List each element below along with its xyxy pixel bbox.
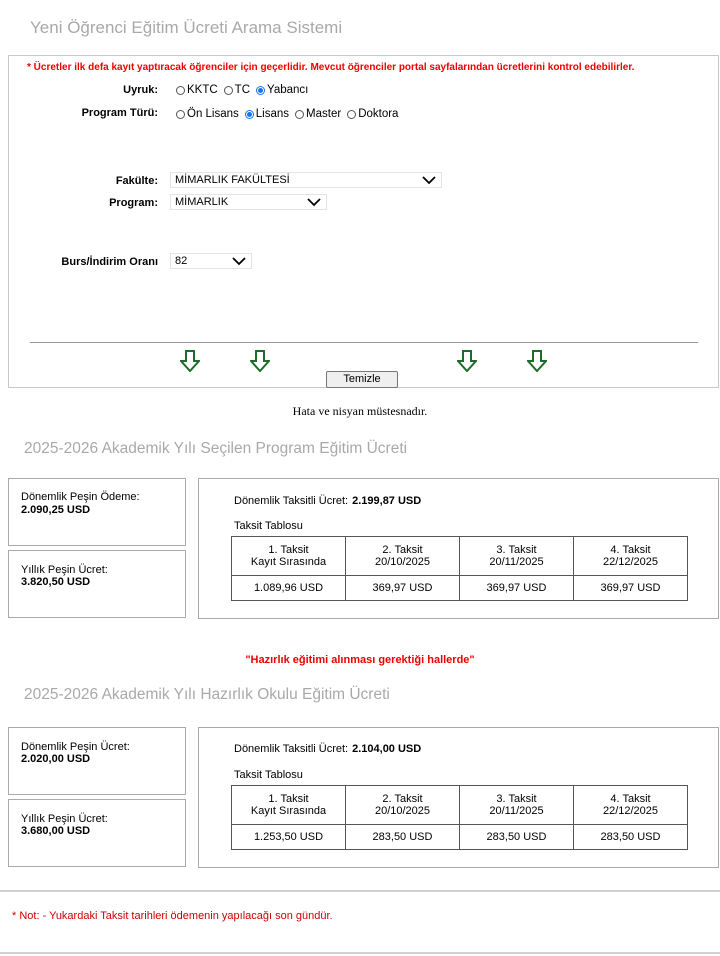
- prep-semester-cash-label: Dönemlik Peşin Ücret:: [21, 741, 130, 753]
- footer-note: * Not: - Yukardaki Taksit tarihleri ödemenin yapılacağı son gündür.: [12, 910, 333, 922]
- table-cell: 369,97 USD: [574, 576, 688, 601]
- installment-value: 2.199,87 USD: [352, 495, 422, 507]
- prep-semester-cash-value: 2.020,00 USD: [21, 753, 91, 765]
- scholarship-select[interactable]: [170, 253, 252, 269]
- table-cell: 369,97 USD: [460, 576, 574, 601]
- prep-annual-cash-value: 3.680,00 USD: [21, 825, 91, 837]
- radio-button[interactable]: [347, 110, 356, 119]
- prep-installment-table-title: Taksit Tablosu: [234, 769, 303, 781]
- faculty-select-value: MİMARLIK FAKÜLTESİ: [175, 174, 290, 186]
- table-cell: 283,50 USD: [574, 825, 688, 850]
- installment-table: [231, 536, 688, 601]
- arrow-down-icon: [527, 350, 547, 372]
- nationality-radio-group: [176, 84, 314, 96]
- table-header-cell: 2. Taksit 20/10/2025: [346, 537, 460, 576]
- radio-yabanci[interactable]: Yabancı: [256, 84, 308, 96]
- installment-label: Dönemlik Taksitli Ücret:: [234, 495, 349, 507]
- radio-button[interactable]: [295, 110, 304, 119]
- prep-fee-title: 2025-2026 Akademik Yılı Hazırlık Okulu Eğitim Ücreti: [24, 686, 390, 703]
- scholarship-select-value: 82: [175, 255, 188, 267]
- scholarship-label: Burs/İndirim Oranı: [61, 256, 158, 268]
- arrow-down-icon: [457, 350, 477, 372]
- disclaimer-text: Hata ve nisyan müstesnadır.: [292, 404, 428, 418]
- table-cell: 283,50 USD: [346, 825, 460, 850]
- prep-installment-value: 2.104,00 USD: [352, 743, 422, 755]
- radio-doktora[interactable]: Doktora: [347, 108, 398, 120]
- radio-button[interactable]: [224, 86, 233, 95]
- clear-button[interactable]: Temizle: [326, 371, 398, 388]
- table-cell: 1.253,50 USD: [232, 825, 346, 850]
- table-header-cell: 3. Taksit 20/11/2025: [460, 786, 574, 825]
- table-row: [232, 576, 688, 601]
- table-header-cell: 3. Taksit 20/11/2025: [460, 537, 574, 576]
- radio-lisans[interactable]: Lisans: [245, 108, 289, 120]
- program-label: Program:: [109, 197, 158, 209]
- page-title: Yeni Öğrenci Eğitim Ücreti Arama Sistemi: [30, 18, 343, 37]
- table-header-cell: 4. Taksit 22/12/2025: [574, 537, 688, 576]
- arrow-down-icon: [180, 350, 200, 372]
- annual-cash-label: Yıllık Peşin Ücret:: [21, 564, 108, 576]
- table-cell: 1.089,96 USD: [232, 576, 346, 601]
- prep-installment-label: Dönemlik Taksitli Ücret:: [234, 743, 349, 755]
- prep-annual-cash-card: [8, 799, 186, 867]
- annual-cash-value: 3.820,50 USD: [21, 576, 91, 588]
- faculty-label: Fakülte:: [115, 175, 158, 187]
- prep-semester-cash-card: [8, 727, 186, 795]
- prep-installment-table: [231, 785, 688, 850]
- radio-button-selected[interactable]: [245, 110, 254, 119]
- fee-notice: * Ücretler ilk defa kayıt yaptıracak öğrenciler için geçerlidir. Mevcut öğrenciler portal sayfalarından ücretlerini kontrol edebilirler.: [27, 62, 635, 73]
- table-header-cell: 4. Taksit 22/12/2025: [574, 786, 688, 825]
- program-select-value: MİMARLIK: [175, 196, 229, 208]
- form-divider: [30, 342, 698, 343]
- table-header-row: [232, 786, 688, 825]
- semester-cash-value: 2.090,25 USD: [21, 504, 91, 516]
- program-select[interactable]: [170, 194, 327, 210]
- table-header-cell: 1. Taksit Kayıt Sırasında: [232, 537, 346, 576]
- faculty-select[interactable]: [170, 172, 442, 188]
- program-fee-title: 2025-2026 Akademik Yılı Seçilen Program Eğitim Ücreti: [24, 440, 408, 457]
- program-type-label: Program Türü:: [81, 107, 158, 119]
- radio-kktc[interactable]: KKTC: [176, 84, 218, 96]
- radio-button[interactable]: [176, 86, 185, 95]
- search-form: [8, 55, 719, 388]
- prep-annual-cash-label: Yıllık Peşin Ücret:: [21, 813, 108, 825]
- installment-line: [234, 495, 421, 507]
- table-cell: 283,50 USD: [460, 825, 574, 850]
- chevron-down-icon: [306, 194, 322, 210]
- table-header-cell: 1. Taksit Kayıt Sırasında: [232, 786, 346, 825]
- radio-tc[interactable]: TC: [224, 84, 250, 96]
- annual-cash-card: [8, 550, 186, 618]
- table-header-cell: 2. Taksit 20/10/2025: [346, 786, 460, 825]
- prep-warning: "Hazırlık eğitimi alınması gerektiği hallerde": [245, 654, 475, 666]
- program-type-radio-group: [176, 108, 404, 120]
- radio-on-lisans[interactable]: Ön Lisans: [176, 108, 239, 120]
- arrow-down-icon: [250, 350, 270, 372]
- table-row: [232, 825, 688, 850]
- semester-cash-card: [8, 478, 186, 546]
- radio-master[interactable]: Master: [295, 108, 341, 120]
- chevron-down-icon: [231, 253, 247, 269]
- chevron-down-icon: [421, 172, 437, 188]
- footer-divider: [0, 890, 720, 892]
- bottom-divider: [0, 952, 720, 954]
- table-header-row: [232, 537, 688, 576]
- prep-installment-line: [234, 743, 421, 755]
- semester-cash-label: Dönemlik Peşin Ödeme:: [21, 491, 140, 503]
- installment-table-title: Taksit Tablosu: [234, 520, 303, 532]
- table-cell: 369,97 USD: [346, 576, 460, 601]
- radio-button-selected[interactable]: [256, 86, 265, 95]
- nationality-label: Uyruk:: [123, 84, 158, 96]
- radio-button[interactable]: [176, 110, 185, 119]
